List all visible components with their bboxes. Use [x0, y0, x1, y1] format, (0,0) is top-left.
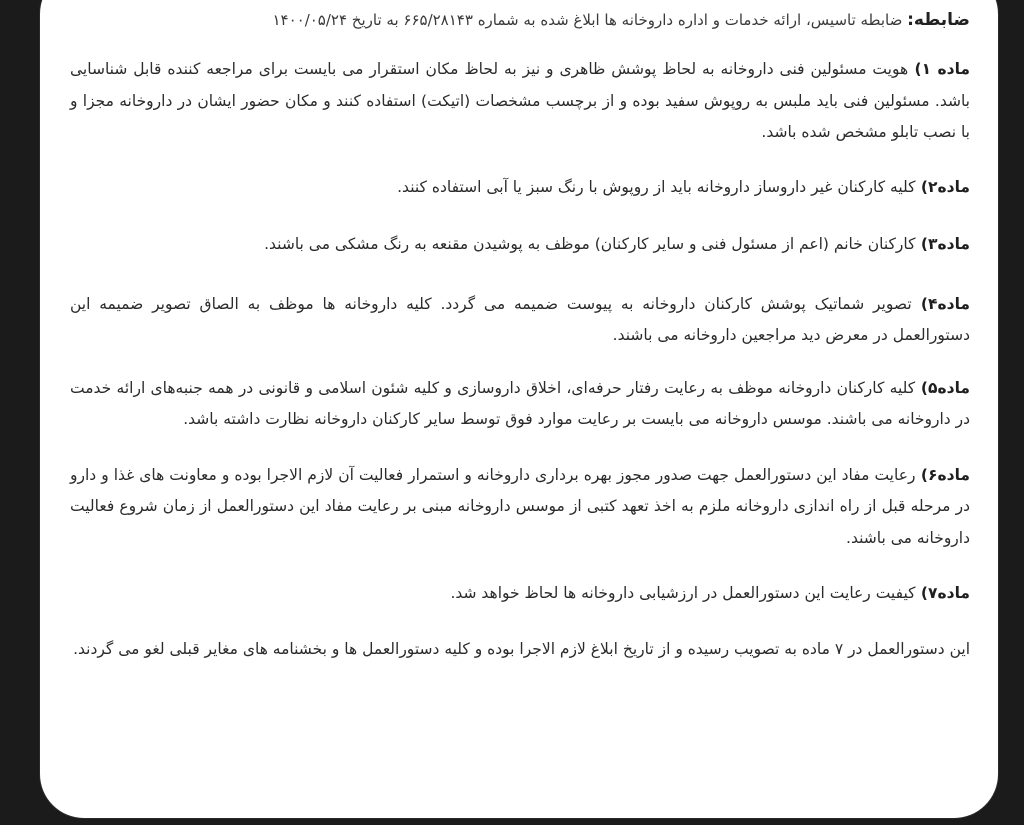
article-text: تصویر شماتیک پوشش کارکنان داروخانه به پیوست ضمیمه می گردد. کلیه داروخانه ها موظف به الصاق تصویر ضمیمه این دستورالعمل در معرض دید مراجعین داروخانه می باشند. [70, 294, 970, 344]
article-7 [70, 578, 970, 610]
article-6 [70, 460, 970, 555]
article-2 [70, 172, 970, 204]
article-4 [70, 289, 970, 352]
regulation-label: ضابطه: [907, 10, 970, 30]
article-number: ماده۲) [915, 177, 970, 196]
article-number: ماده۴) [911, 294, 971, 313]
article-number: ماده۵) [915, 378, 971, 397]
article-1 [70, 54, 970, 149]
article-text: کیفیت رعایت این دستورالعمل در ارزشیابی داروخانه ها لحاظ خواهد شد. [450, 584, 916, 602]
article-number: ماده۶) [915, 465, 971, 484]
article-text: کلیه کارکنان غیر داروساز داروخانه باید از روپوش با رنگ سبز یا آبی استفاده کنند. [397, 177, 916, 196]
regulation-document [70, 4, 970, 665]
article-text: هویت مسئولین فنی داروخانه به لحاظ پوشش ظاهری و نیز به لحاظ مکان استقرار می بایست برای مراجعه کننده قابل شناسایی باشد. مسئولین فنی باید ملبس به روپوش سفید بوده و از برچسب مشخصات (اتیکت) استفاده کنند و مکان حضور ایشان در داروخانه مجزا و با نصب تابلو مشخص شده باشد. [70, 60, 970, 141]
article-text: کارکنان خانم (اعم از مسئول فنی و سایر کارکنان) موظف به پوشیدن مقنعه به رنگ مشکی می باشند. [264, 235, 916, 253]
regulation-header [70, 4, 970, 36]
article-number: ماده۷) [915, 584, 970, 602]
article-5 [70, 373, 970, 436]
article-number: ماده۳) [915, 235, 970, 253]
closing-paragraph: این دستورالعمل در ۷ ماده به تصویب رسیده و از تاریخ ابلاغ لازم الاجرا بوده و کلیه دستورالعمل ها و بخشنامه های مغایر قبلی لغو می گردند. [73, 639, 970, 658]
regulation-title: ضابطه تاسیس، ارائه خدمات و اداره داروخانه ها ابلاغ شده به شماره ۶۶۵/۲۸۱۴۳ به تاریخ ۱۴۰۰/۰۵/۲۴ [272, 11, 908, 29]
article-text: رعایت مفاد این دستورالعمل جهت صدور مجوز بهره برداری داروخانه و استمرار فعالیت آن لازم الاجرا بوده و معاونت های غذا و دارو در مرحله قبل از راه اندازی داروخانه ملزم به اخذ تعهد کتبی از موسس داروخانه مبنی بر رعایت مفاد این دستورالعمل از زمان شروع فعالیت داروخانه می باشند. [70, 465, 970, 547]
article-text: کلیه کارکنان داروخانه موظف به رعایت رفتار حرفه‌ای، اخلاق داروسازی و کلیه شئون اسلامی و قانونی در همه جنبه‌های ارائه خدمت در داروخانه می باشند. موسس داروخانه می بایست بر رعایت موارد فوق توسط سایر کارکنان داروخانه نظارت داشته باشد. [70, 378, 970, 428]
article-number: ماده ۱) [908, 60, 971, 78]
article-3 [70, 229, 970, 261]
